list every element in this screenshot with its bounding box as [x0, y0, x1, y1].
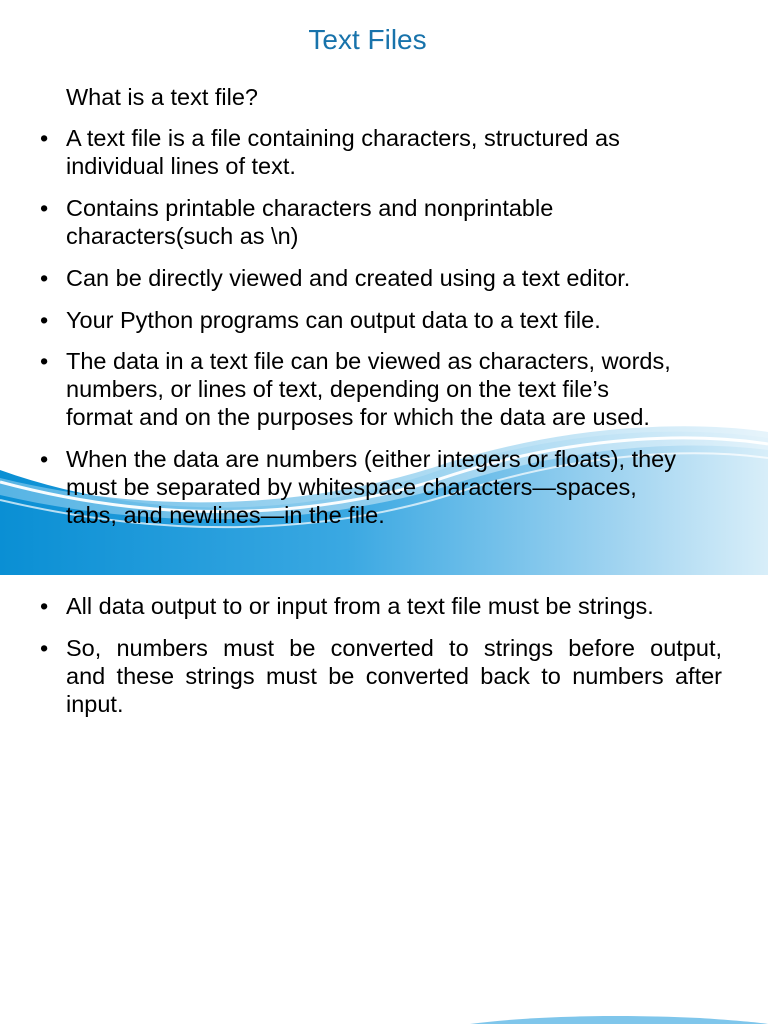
- bullet-marker: •: [40, 348, 49, 374]
- bullet-text: A text file is a file containing characters, structured as: [66, 125, 620, 151]
- bullet-marker: •: [40, 593, 49, 619]
- bullet-text: Contains printable characters and nonprintable: [66, 195, 554, 221]
- bullet-text: Can be directly viewed and created using a text editor.: [66, 265, 631, 291]
- bullet-text: individual lines of text.: [66, 153, 296, 179]
- bullet-marker: •: [40, 446, 49, 472]
- bullet-text: input.: [66, 691, 124, 717]
- bullet-text: So, numbers must be converted to strings before output,: [66, 635, 722, 661]
- bullet-marker: •: [40, 125, 49, 151]
- bullet-text: numbers, or lines of text, depending on the text file’s: [66, 376, 610, 402]
- bullet-text: characters(such as \n): [66, 223, 299, 249]
- bullet-text: Your Python programs can output data to a text file.: [66, 307, 601, 333]
- bullet-text: and these strings must be converted back to numbers after: [66, 663, 722, 689]
- bullet-marker: •: [40, 265, 49, 291]
- intro-question: What is a text file?: [66, 84, 258, 110]
- bullet-text: The data in a text file can be viewed as characters, words,: [66, 348, 671, 374]
- bullet-text: tabs, and newlines—in the file.: [66, 502, 385, 528]
- bullet-text: format and on the purposes for which the data are used.: [66, 404, 650, 430]
- bullet-marker: •: [40, 635, 49, 661]
- slide-title: Text Files: [308, 24, 427, 55]
- bullet-marker: •: [40, 195, 49, 221]
- bullet-text: When the data are numbers (either integers or floats), they: [66, 446, 677, 472]
- bullet-text: must be separated by whitespace characters—spaces,: [66, 474, 637, 500]
- bullet-marker: •: [40, 307, 49, 333]
- bullet-text: All data output to or input from a text file must be strings.: [66, 593, 654, 619]
